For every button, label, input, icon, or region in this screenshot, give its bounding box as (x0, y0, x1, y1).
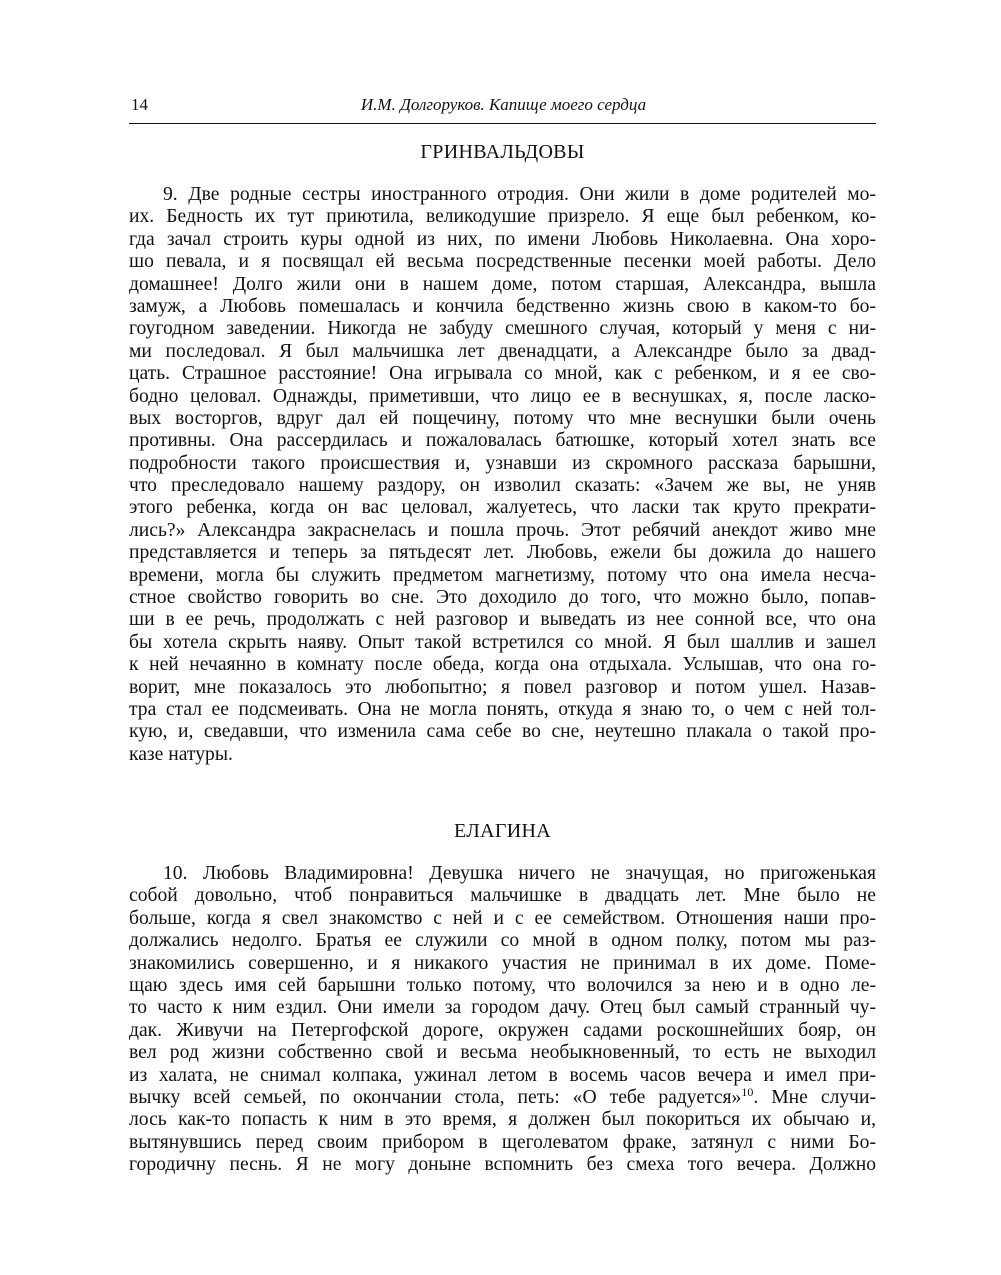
text-line: городичну песнь. Я не могу доныне вспомнить без смеха того вечера. Должно (129, 1154, 876, 1176)
text-line: тра стал ее подсмеивать. Она не могла понять, откуда я знаю то, о чем с ней тол- (129, 698, 876, 720)
text-line: времени, могла бы служить предметом магнетизму, потому что она имела несча- (129, 564, 876, 586)
text-line: казе натуры. (129, 743, 233, 765)
section-body (129, 863, 876, 1176)
text-line: ши в ее речь, продолжать с ней разговор и выведать из нее сонной все, что она (129, 609, 876, 631)
text-line: из халата, не снимал колпака, ужинал летом в восемь часов вечера и имел при- (129, 1064, 876, 1086)
text-line: вел род жизни собственно свой и весьма необыкновенный, то есть не выходил (129, 1042, 876, 1064)
text-line: больше, когда я свел знакомство с ней и с ее семейством. Отношения наши про- (129, 907, 876, 929)
page-number: 14 (131, 95, 148, 114)
text-line: бодно целовал. Однажды, приметивши, что лицо ее в веснушках, я, после ласко- (129, 385, 876, 407)
text-line-end: . Мне случи- (753, 1086, 876, 1108)
text-line: что преследовало нашему раздору, он изволил сказать: «Зачем же вы, не уняв (129, 475, 876, 497)
text-line: цать. Страшное расстояние! Она игрывала со мной, как с ребенком, и я ее сво- (129, 363, 876, 385)
text-line: ворит, мне показалось это любопытно; я повел разговор и потом ушел. Назав- (129, 676, 876, 698)
text-line: лось как-то попасть к ним в это время, я должен был покориться их обычаю и, (129, 1109, 876, 1131)
section-title: ГРИНВАЛЬДОВЫ (420, 141, 585, 163)
text-line: противны. Она рассердилась и пожаловалась батюшке, который хотел знать все (129, 430, 876, 452)
text-line: вых восторгов, вдруг дал ей пощечину, потому что мне веснушки были очень (129, 407, 876, 429)
text-line: домашнее! Долго жили они в нашем доме, потом старшая, Александра, вышла (129, 273, 876, 295)
header-divider (129, 123, 876, 124)
text-line: подробности такого происшествия и, узнавши из скромного рассказа барышни, (129, 452, 876, 474)
text-line: 9. Две родные сестры иностранного отродия. Они жили в доме родителей мо- (163, 184, 876, 205)
text-line: замуж, а Любовь помешалась и кончила бедственно жизнь свою в каком-то бо- (129, 295, 876, 317)
text-line: должались недолго. Братья ее служили со мной в одном полку, потом мы раз- (129, 930, 876, 952)
text-line: бы хотела скрыть наяву. Опыт такой встретился со мной. Я был шаллив и зашел (129, 631, 876, 653)
text-line: стное свойство говорить во сне. Это доходило до того, что можно было, попав- (129, 587, 876, 609)
text-line: вытянувшись перед своим прибором в щеголеватом фраке, затянул с ними Бо- (129, 1131, 876, 1153)
text-line-with-footnote (129, 1087, 876, 1109)
page-header (131, 92, 876, 118)
text-line: к ней нечаянно в комнату после обеда, когда она отдыхала. Услышав, что она го- (129, 654, 876, 676)
text-line: то часто к ним ездил. Они имели за городом дачу. Отец был самый странный чу- (129, 997, 876, 1019)
text-line: знакомились совершенно, и я никакого участия не принимал в их доме. Поме- (129, 952, 876, 974)
text-line: их. Бедность их тут приютила, великодушие призрело. Я еще был ребенком, ко- (129, 206, 876, 228)
text-line: гоугодном заведении. Никогда не забуду смешного случая, который у меня с ни- (129, 318, 876, 340)
text-line: этого ребенка, когда он вас целовал, жалуетесь, что ласки так круто прекрати- (129, 497, 876, 519)
text-line: 10. Любовь Владимировна! Девушка ничего не значущая, но пригоженькая (163, 863, 876, 884)
footnote-reference[interactable]: 10 (741, 1086, 754, 1099)
section-title: ЕЛАГИНА (454, 820, 551, 842)
text-line: щаю здесь имя сей барышни только потому, что волочился за нею и в одно ле- (129, 974, 876, 996)
running-title: И.М. Долгоруков. Капище моего сердца (360, 95, 647, 114)
text-line: собой довольно, чтоб понравиться мальчишке в двадцать лет. Мне было не (129, 885, 876, 907)
section-body (129, 184, 876, 766)
text-line: гда зачал строить куры одной из них, по имени Любовь Николаевна. Она хоро- (129, 228, 876, 250)
text-line: кую, и, сведавши, что изменила сама себе во сне, неутешно плакала о такой про- (129, 721, 876, 743)
text-line-start: вычку всей семьей, по окончании стола, петь: «О тебе радуется» (129, 1086, 742, 1108)
text-line: шо певала, и я посвящал ей весьма посредственные песенки моей работы. Дело (129, 251, 876, 273)
text-line: дак. Живучи на Петергофской дороге, окружен садами роскошнейших бояр, он (129, 1019, 876, 1041)
text-line: лись?» Александра закраснелась и пошла прочь. Этот ребячий анекдот живо мне (129, 519, 876, 541)
text-line: ми последовал. Я был мальчишка лет двенадцати, а Александре было за двад- (129, 340, 876, 362)
text-line: представляется и теперь за пятьдесят лет. Любовь, ежели бы дожила до нашего (129, 542, 876, 564)
